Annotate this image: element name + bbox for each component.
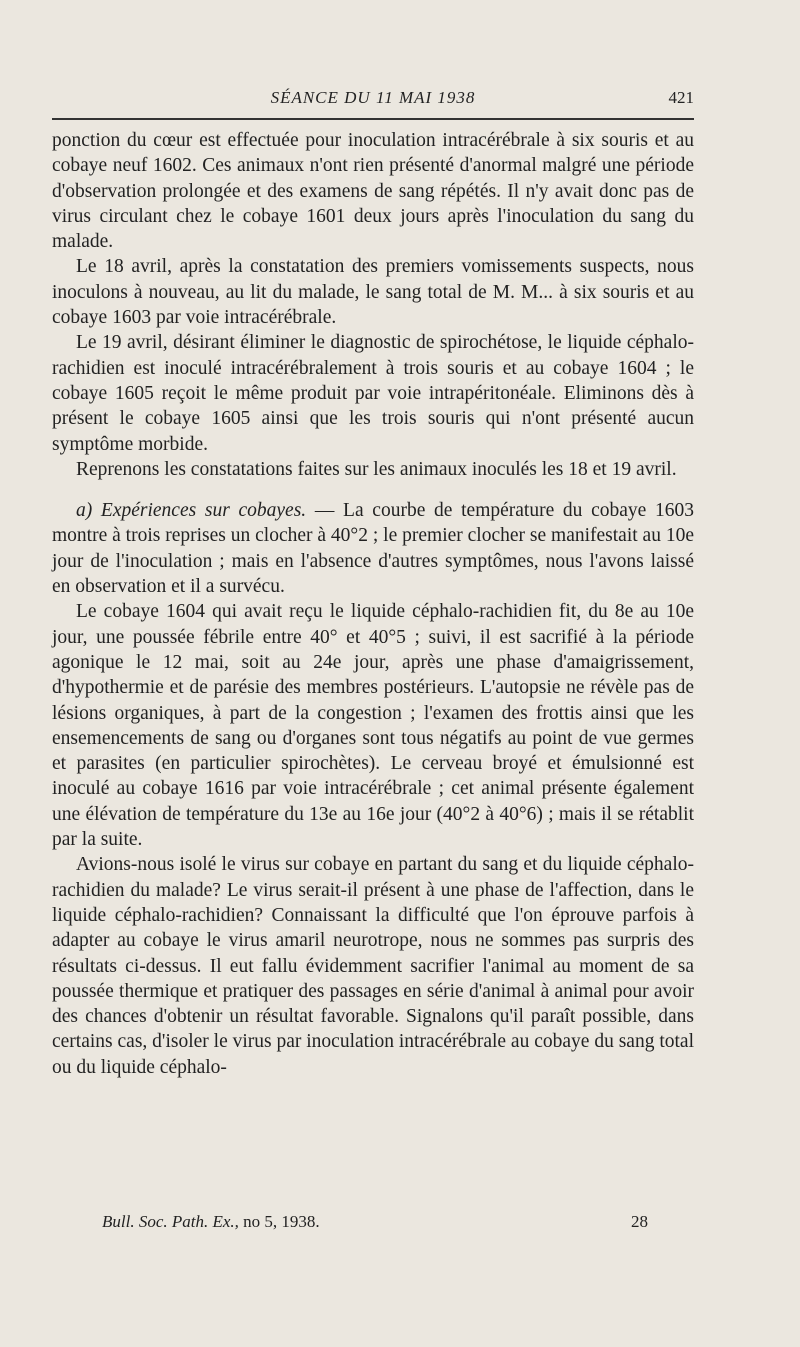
paragraph: Le 19 avril, désirant éliminer le diagnostic de spirochétose, le liquide céphalo-rachidien est inoculé intracérébralement à trois souris et au cobaye 1604 ; le cobaye 1605 reçoit le même produit par voie intrapéritonéale. Eliminons dès à présent le cobaye 1605 ainsi que les trois souris qui n'ont présenté aucun symptôme morbide. bbox=[52, 332, 694, 455]
running-header bbox=[52, 84, 694, 114]
signature-mark: 28 bbox=[631, 1212, 648, 1231]
paragraph: Avions-nous isolé le virus sur cobaye en partant du sang et du liquide céphalo-rachidien du malade? Le virus serait-il présent à une phase de l'affection, dans le liquide céphalo-rachidien? Connaissant la difficulté que l'on éprouve parfois à adapter au cobaye le virus amaril neurotrope, nous ne sommes pas surpris des résultats ci-dessus. Il eut fallu évidemment sacrifier l'animal au moment de sa poussée thermique et pratiquer des passages en série d'animal à animal pour avoir des chances d'obtenir un résultat favorable. Signalons qu'il paraît possible, dans certains cas, d'isoler le virus par inoculation intracérébrale au cobaye du sang total ou du liquide céphalo- bbox=[52, 854, 694, 1078]
section-a-text: — La courbe de température du cobaye 1603 montre à trois reprises un clocher à 40°2 ; le premier clocher se manifestait au 10e jour de l'inoculation ; mais en l'absence d'autres symptômes, nous l'avons laissé en observation et il a survécu. bbox=[52, 500, 694, 598]
journal-name: Bull. Soc. Path. Ex., bbox=[102, 1212, 244, 1231]
issue-info: no 5, 1938. bbox=[243, 1212, 320, 1231]
body-text bbox=[52, 128, 694, 1080]
header-rule bbox=[52, 118, 694, 120]
paragraph: ponction du cœur est effectuée pour inoculation intracérébrale à six souris et au cobaye neuf 1602. Ces animaux n'ont rien présenté d'anormal malgré une période d'observation prolongée et des examens de sang répétés. Il n'y avait donc pas de virus circulant chez le cobaye 1601 deux jours après l'inoculation du sang du malade. bbox=[52, 130, 694, 253]
section-a-paragraph bbox=[52, 498, 694, 599]
footer-citation bbox=[102, 1212, 320, 1232]
running-title: SÉANCE DU 11 MAI 1938 bbox=[270, 88, 476, 107]
paragraph: Le cobaye 1604 qui avait reçu le liquide céphalo-rachidien fit, du 8e au 10e jour, une poussée fébrile entre 40° et 40°5 ; suivi, il est sacrifié à la période agonique le 12 mai, soit au 24e jour, après une phase d'amaigrissement, d'hypothermie et de parésie des membres postérieurs. L'autopsie ne révèle pas de lésions organiques, à part de la congestion ; l'examen des frottis ainsi que les ensemencements de sang ou d'organes sont tous négatifs au point de vue germes et parasites (en particulier spirochètes). Le cerveau broyé et émulsionné est inoculé au cobaye 1616 par voie intracérébrale ; cet animal présente également une élévation de température du 13e au 16e jour (40°2 à 40°6) ; mais il se rétablit par la suite. bbox=[52, 601, 694, 851]
paragraph: Le 18 avril, après la constatation des premiers vomissements suspects, nous inoculons à nouveau, au lit du malade, le sang total de M. M... à six souris et au cobaye 1603 par voie intracérébrale. bbox=[52, 256, 694, 329]
section-a-label: a) Expériences sur cobayes. bbox=[76, 500, 307, 522]
paragraph: Reprenons les constatations faites sur les animaux inoculés les 18 et 19 avril. bbox=[76, 458, 677, 480]
page-number: 421 bbox=[668, 88, 694, 107]
